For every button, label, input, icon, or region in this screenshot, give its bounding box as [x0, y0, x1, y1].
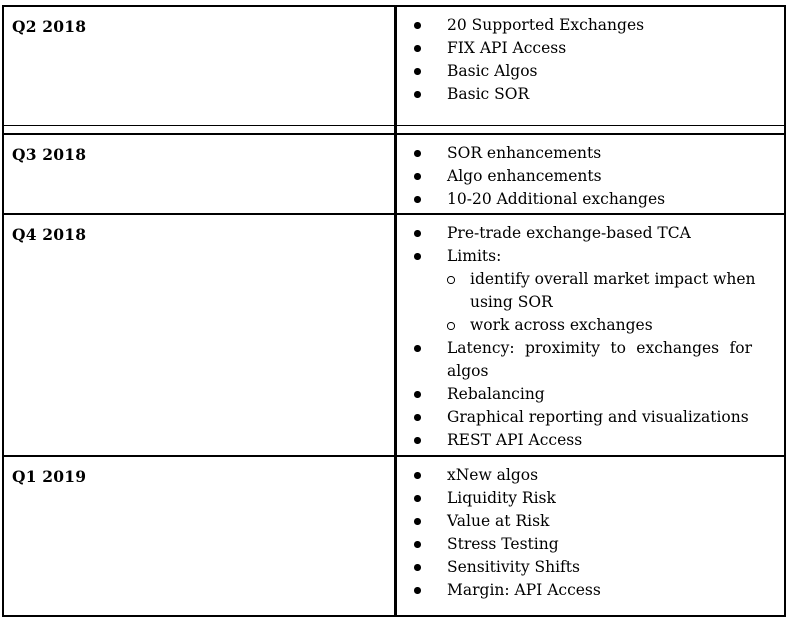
feature-item — [395, 60, 770, 83]
feature-item — [395, 83, 770, 106]
bullet-icon — [414, 587, 421, 594]
feature-item — [395, 533, 770, 556]
feature-text: Basic SOR — [447, 85, 530, 103]
feature-list — [395, 14, 770, 106]
hollow-bullet-icon — [447, 276, 455, 284]
feature-text: Value at Risk — [447, 512, 550, 530]
quarter-cell — [4, 457, 395, 609]
bullet-icon — [414, 437, 421, 444]
quarter-label: Q3 2018 — [12, 145, 87, 164]
feature-item — [395, 245, 770, 337]
quarter-cell — [4, 215, 395, 455]
bullet-icon — [414, 173, 421, 180]
feature-item — [395, 14, 770, 37]
bullet-icon — [414, 345, 421, 352]
feature-text: FIX API Access — [447, 39, 567, 57]
feature-item — [395, 37, 770, 60]
bullet-icon — [414, 564, 421, 571]
feature-text: SOR enhancements — [447, 144, 602, 162]
bullet-icon — [414, 150, 421, 157]
feature-text: Graphical reporting and visualizations — [447, 408, 749, 426]
feature-item — [395, 487, 770, 510]
bullet-icon — [414, 518, 421, 525]
feature-item — [395, 556, 770, 579]
bullet-icon — [414, 541, 421, 548]
feature-item — [395, 142, 770, 165]
bullet-icon — [414, 22, 421, 29]
feature-text: Algo enhancements — [447, 167, 602, 185]
bullet-icon — [414, 196, 421, 203]
sub-feature-list — [447, 268, 770, 337]
quarter-label: Q2 2018 — [12, 17, 87, 36]
bullet-icon — [414, 253, 421, 260]
feature-item — [395, 406, 770, 429]
feature-item — [395, 222, 770, 245]
quarter-label: Q1 2019 — [12, 467, 87, 486]
feature-text: Rebalancing — [447, 385, 545, 403]
feature-item — [395, 510, 770, 533]
features-cell — [395, 7, 784, 125]
sub-feature-item — [447, 314, 770, 337]
feature-text: 10-20 Additional exchanges — [447, 190, 666, 208]
bullet-icon — [414, 391, 421, 398]
feature-list — [395, 222, 770, 452]
feature-item — [395, 464, 770, 487]
feature-text: Pre-trade exchange-based TCA — [447, 224, 691, 242]
sub-feature-text: identify overall market impact when using SOR — [470, 270, 756, 311]
quarter-cell — [4, 135, 395, 213]
hollow-bullet-icon — [447, 322, 455, 330]
features-cell — [395, 135, 784, 213]
column-divider — [394, 7, 397, 615]
quarter-label: Q4 2018 — [12, 225, 87, 244]
feature-text: Latency: proximity to exchanges for algos — [447, 339, 752, 380]
sub-feature-item — [447, 268, 770, 314]
roadmap-table — [2, 5, 786, 617]
quarter-cell — [4, 7, 395, 125]
features-cell — [395, 215, 784, 455]
feature-text: Basic Algos — [447, 62, 538, 80]
feature-item — [395, 188, 770, 211]
feature-item — [395, 337, 752, 383]
bullet-icon — [414, 230, 421, 237]
features-cell — [395, 457, 784, 609]
feature-text: Liquidity Risk — [447, 489, 556, 507]
feature-text: xNew algos — [447, 466, 539, 484]
sub-feature-text: work across exchanges — [470, 316, 653, 334]
bullet-icon — [414, 495, 421, 502]
feature-item — [395, 579, 770, 602]
feature-item — [395, 429, 770, 452]
feature-text: Margin: API Access — [447, 581, 601, 599]
feature-text: REST API Access — [447, 431, 583, 449]
bullet-icon — [414, 414, 421, 421]
feature-list — [395, 142, 770, 211]
bullet-icon — [414, 472, 421, 479]
feature-item — [395, 383, 770, 406]
feature-text: Sensitivity Shifts — [447, 558, 580, 576]
bullet-icon — [414, 91, 421, 98]
bullet-icon — [414, 68, 421, 75]
feature-item — [395, 165, 770, 188]
bullet-icon — [414, 45, 421, 52]
feature-list — [395, 464, 770, 602]
feature-text: 20 Supported Exchanges — [447, 16, 645, 34]
feature-text: Limits: — [447, 247, 502, 265]
feature-text: Stress Testing — [447, 535, 559, 553]
